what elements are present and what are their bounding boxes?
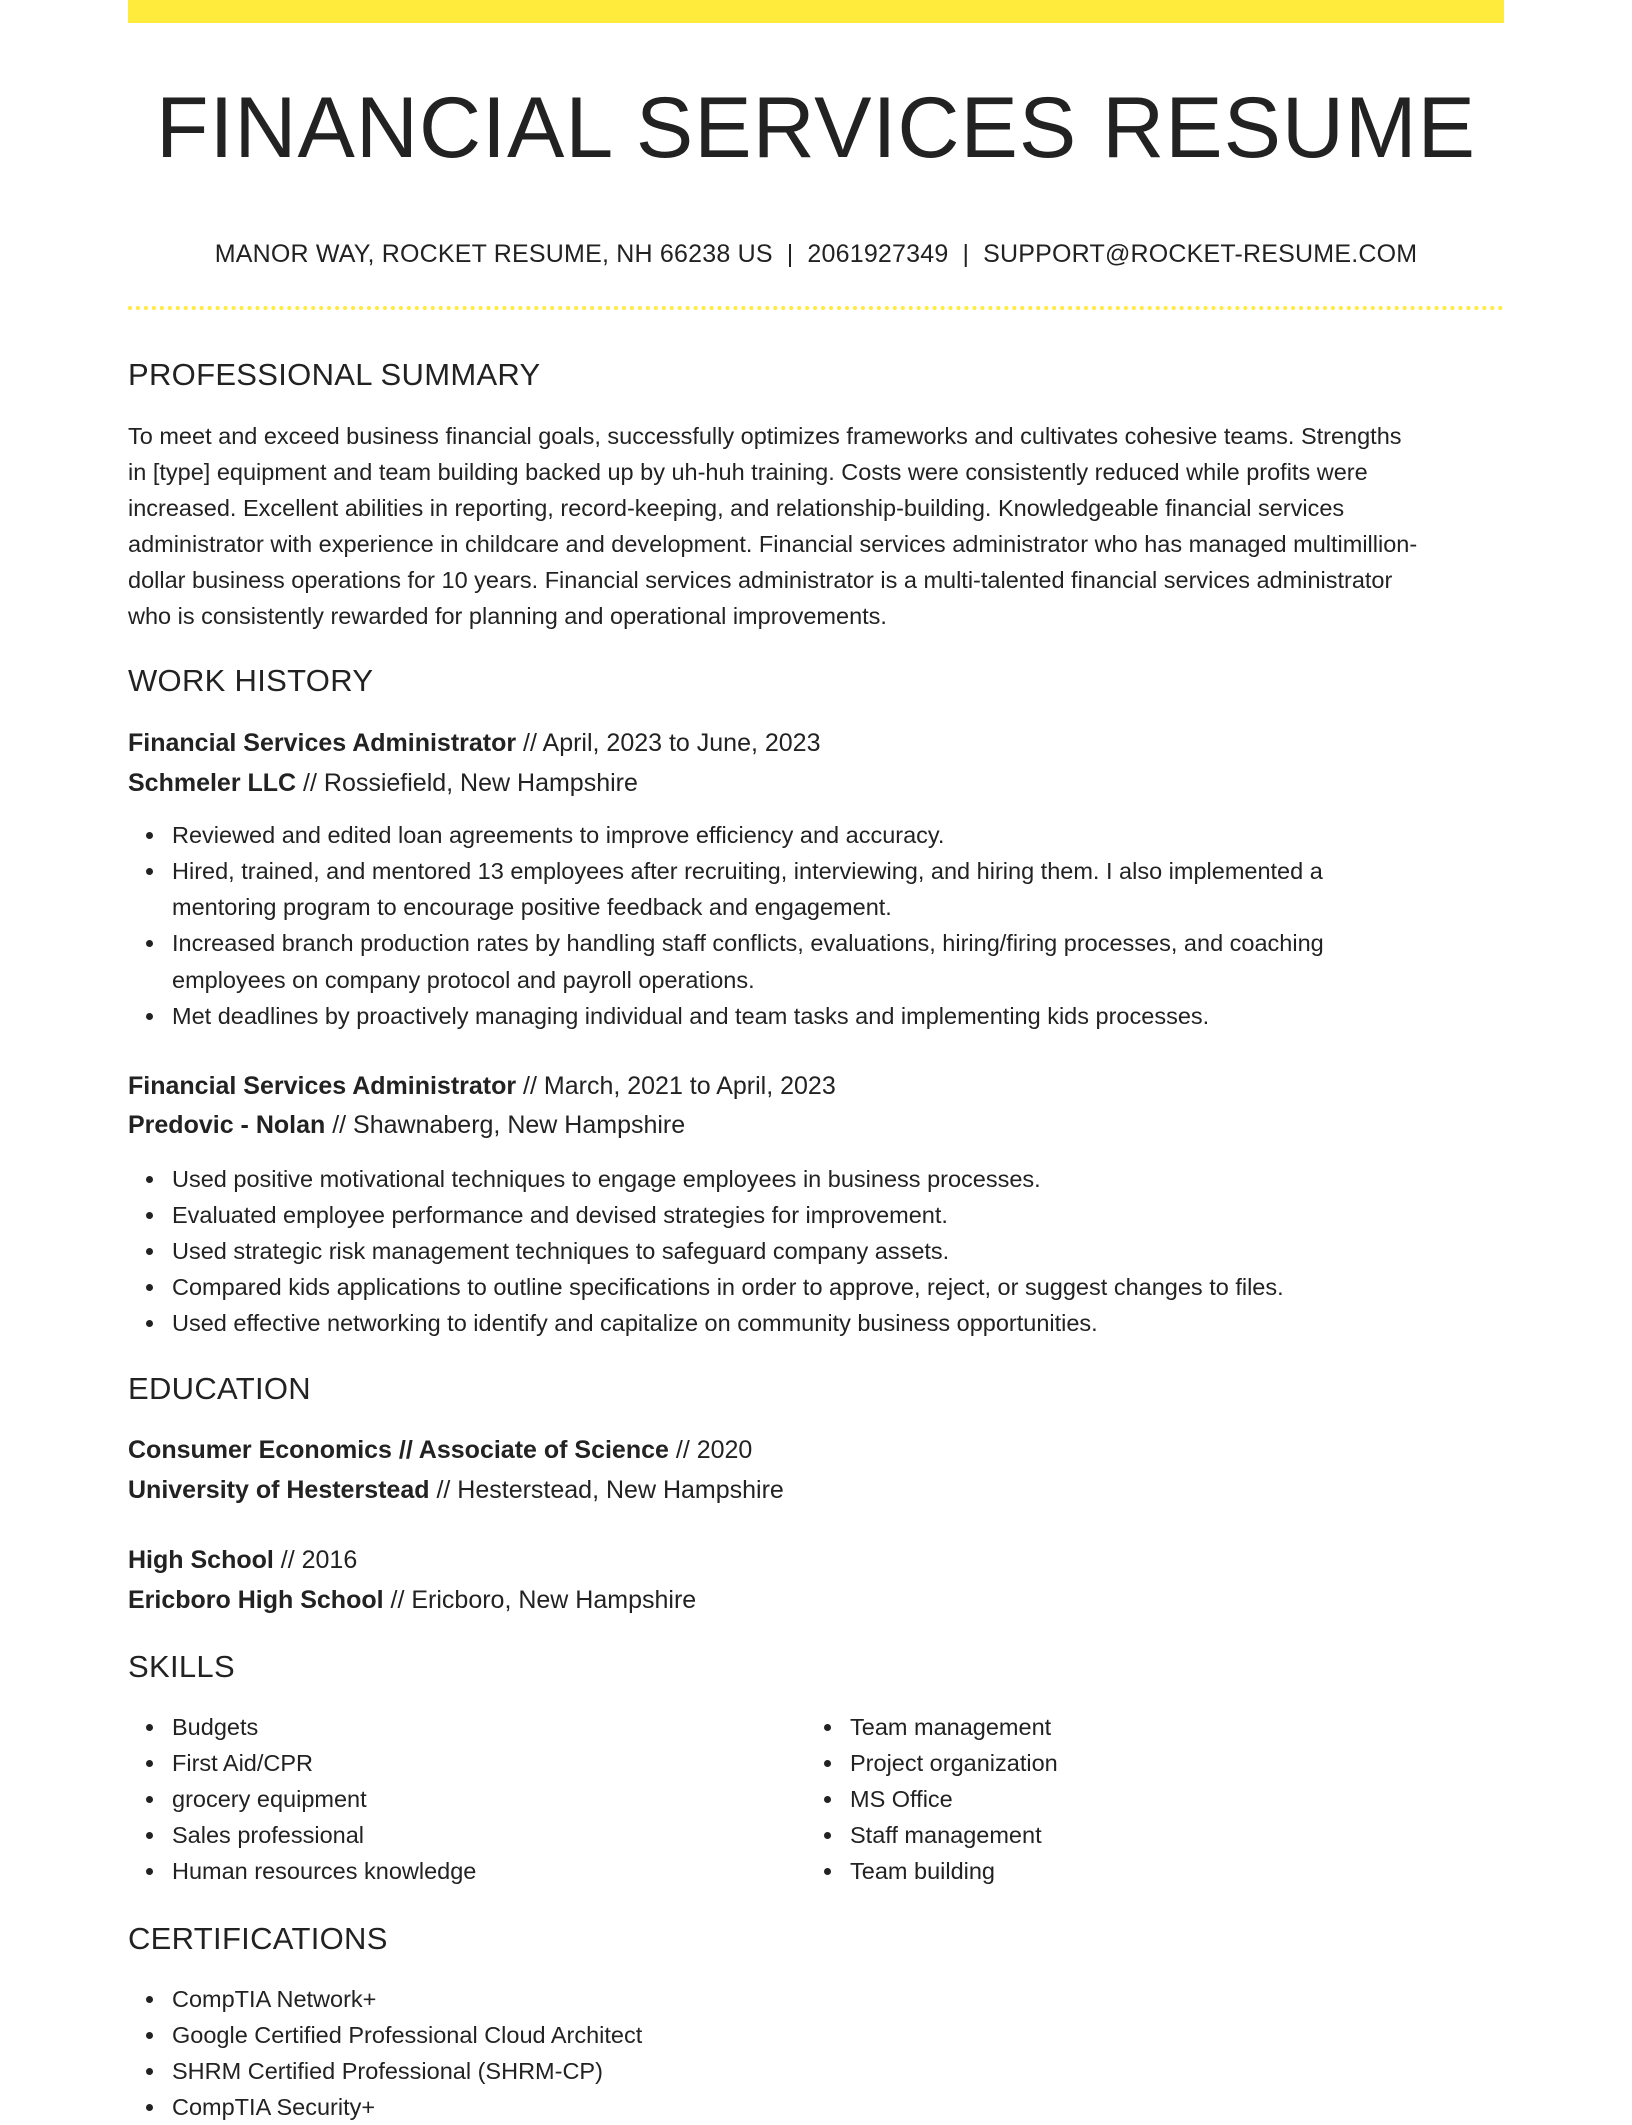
job-bullet: Hired, trained, and mentored 13 employees after recruiting, interviewing, and hiring them. I also implemented a <box>172 853 1504 889</box>
job-bullets <box>128 817 1504 889</box>
skill-item: Human resources knowledge <box>172 1853 802 1889</box>
job-bullets <box>128 998 1504 1034</box>
certifications-heading: CERTIFICATIONS <box>128 1921 388 1956</box>
education-degree: Consumer Economics // Associate of Science <box>128 1436 669 1464</box>
skill-item: Project organization <box>850 1745 1500 1781</box>
contact-line <box>128 236 1504 272</box>
work-heading: WORK HISTORY <box>128 663 374 698</box>
skills-list-left <box>128 1709 802 1889</box>
job-bullet: Met deadlines by proactively managing individual and team tasks and implementing kids processes. <box>172 998 1504 1034</box>
job-title-line <box>128 1068 836 1104</box>
contact-separator: | <box>962 240 970 268</box>
job-dates: // March, 2021 to April, 2023 <box>516 1072 836 1100</box>
job-company-line <box>128 1107 685 1143</box>
skill-item: First Aid/CPR <box>172 1745 802 1781</box>
education-heading: EDUCATION <box>128 1371 311 1406</box>
job-bullet: Used positive motivational techniques to engage employees in business processes. <box>172 1161 1504 1197</box>
summary-line: who is consistently rewarded for planning and operational improvements. <box>128 603 887 629</box>
contact-address: MANOR WAY, ROCKET RESUME, NH 66238 US <box>214 240 773 268</box>
job-location: // Shawnaberg, New Hampshire <box>325 1111 686 1139</box>
skill-item: MS Office <box>850 1781 1500 1817</box>
skills-list-right <box>806 1709 1500 1889</box>
job-company: Predovic - Nolan <box>128 1111 326 1139</box>
certification-item: CompTIA Security+ <box>172 2089 1504 2125</box>
job-bullets <box>128 925 1504 961</box>
education-school: Ericboro High School <box>128 1586 384 1614</box>
resume-title: FINANCIAL SERVICES RESUME <box>155 80 1477 176</box>
education-year: // 2020 <box>668 1436 753 1464</box>
job-title-line <box>128 725 821 761</box>
education-degree-line <box>128 1542 357 1578</box>
summary-heading: PROFESSIONAL SUMMARY <box>128 357 541 392</box>
summary-line: dollar business operations for 10 years. Financial services administrator is a multi-talented financial services administrator <box>128 567 1393 593</box>
summary-paragraph <box>128 418 1504 634</box>
skill-item: Team building <box>850 1853 1500 1889</box>
contact-phone: 2061927349 <box>807 240 949 268</box>
skill-item: Team management <box>850 1709 1500 1745</box>
certification-item: Google Certified Professional Cloud Architect <box>172 2017 1504 2053</box>
education-school-line <box>128 1472 784 1508</box>
job-company-line <box>128 765 638 801</box>
job-bullet: Used effective networking to identify and capitalize on community business opportunities. <box>172 1305 1504 1341</box>
job-bullet: Reviewed and edited loan agreements to improve efficiency and accuracy. <box>172 817 1504 853</box>
education-location: // Ericboro, New Hampshire <box>383 1586 697 1614</box>
skill-item: Staff management <box>850 1817 1500 1853</box>
certification-item: SHRM Certified Professional (SHRM-CP) <box>172 2053 1504 2089</box>
job-location: // Rossiefield, New Hampshire <box>296 769 638 797</box>
summary-line: in [type] equipment and team building backed up by uh-huh training. Costs were consistently reduced while profits were <box>128 459 1368 485</box>
job-bullets <box>128 1161 1504 1341</box>
education-degree: High School <box>128 1546 274 1574</box>
skill-item: Budgets <box>172 1709 802 1745</box>
dotted-divider <box>128 306 1504 310</box>
contact-email[interactable]: SUPPORT@ROCKET-RESUME.COM <box>983 240 1418 268</box>
job-company: Schmeler LLC <box>128 769 297 797</box>
job-bullet: Increased branch production rates by handling staff conflicts, evaluations, hiring/firing processes, and coaching <box>172 925 1504 961</box>
contact-separator: | <box>786 240 794 268</box>
job-bullet: Compared kids applications to outline specifications in order to approve, reject, or suggest changes to files. <box>172 1269 1504 1305</box>
education-school-line <box>128 1582 696 1618</box>
accent-top-bar <box>128 0 1504 23</box>
certification-item: CompTIA Network+ <box>172 1981 1504 2017</box>
skill-item: grocery equipment <box>172 1781 802 1817</box>
skills-heading: SKILLS <box>128 1649 235 1684</box>
education-year: // 2016 <box>273 1546 358 1574</box>
certifications-list <box>128 1981 1504 2125</box>
education-location: // Hesterstead, New Hampshire <box>429 1476 784 1504</box>
job-bullet: Evaluated employee performance and devised strategies for improvement. <box>172 1197 1504 1233</box>
job-bullet-continuation: employees on company protocol and payroll operations. <box>172 967 755 993</box>
summary-line: administrator with experience in childcare and development. Financial services administrator who has managed multimillion- <box>128 531 1418 557</box>
job-title: Financial Services Administrator <box>128 1072 517 1100</box>
job-bullet-continuation: mentoring program to encourage positive feedback and engagement. <box>172 894 892 920</box>
job-dates: // April, 2023 to June, 2023 <box>516 729 821 757</box>
skill-item: Sales professional <box>172 1817 802 1853</box>
summary-line: increased. Excellent abilities in reporting, record-keeping, and relationship-building. Knowledgeable financial services <box>128 495 1345 521</box>
summary-line: To meet and exceed business financial goals, successfully optimizes frameworks and cultivates cohesive teams. Strengths <box>128 423 1402 449</box>
job-title: Financial Services Administrator <box>128 729 517 757</box>
education-school: University of Hesterstead <box>128 1476 430 1504</box>
education-degree-line <box>128 1432 752 1468</box>
job-bullet: Used strategic risk management techniques to safeguard company assets. <box>172 1233 1504 1269</box>
